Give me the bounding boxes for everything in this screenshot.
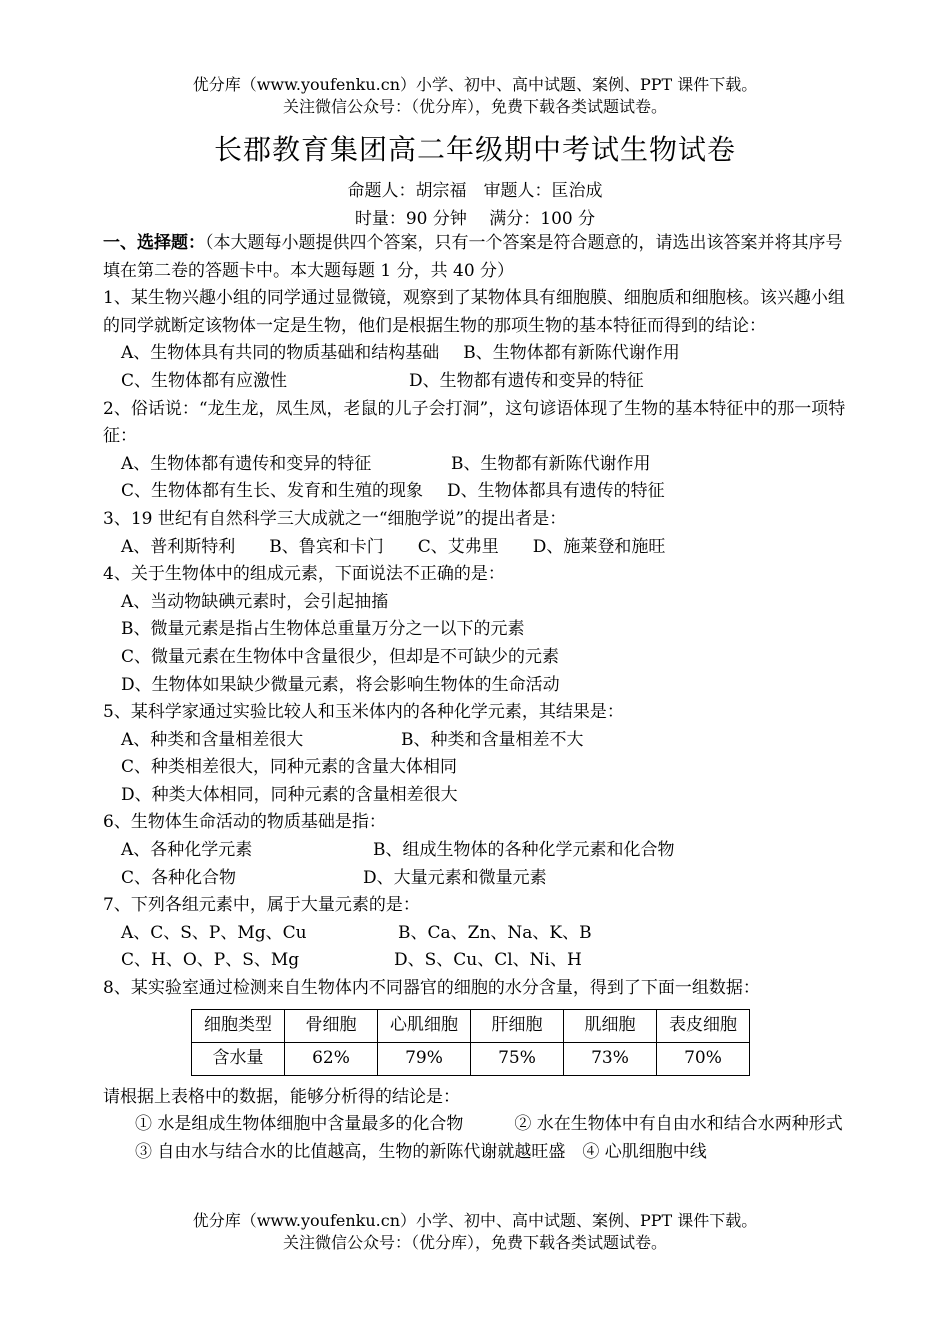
- question-4-stem: 4、关于生物体中的组成元素，下面说法不正确的是：: [103, 564, 505, 585]
- option-b: B、Ca、Zn、Na、K、B: [398, 922, 592, 943]
- table-cell: 75%: [471, 1042, 564, 1075]
- question-7-options-cd: [103, 947, 851, 975]
- statement-2: ② 水在生物体中有自由水和结合水两种形式: [514, 1114, 843, 1135]
- header-line-1: 优分库（www.youfenku.cn）小学、初中、高中试题、案例、PPT 课件下载。: [192, 75, 758, 94]
- question-8-prompt: 请根据上表格中的数据，能够分析得的结论是：: [103, 1086, 460, 1107]
- exam-title: 长郡教育集团高二年级期中考试生物试卷: [213, 133, 736, 166]
- question-2-options-ab: [103, 451, 851, 479]
- question-1-options-cd: [103, 368, 851, 396]
- option-c: C、艾弗里: [417, 536, 499, 557]
- footer-line-2: 关注微信公众号：（优分库），免费下载各类试题试卷。: [282, 1233, 667, 1252]
- table-header-row: [192, 1009, 750, 1042]
- option-b: B、生物都有新陈代谢作用: [451, 453, 651, 474]
- exam-time-score: 时量：90 分钟 满分：100 分: [354, 209, 596, 229]
- option-b: B、微量元素是指占生物体总重量万分之一以下的元素: [121, 619, 525, 640]
- option-d: D、生物都有遗传和变异的特征: [409, 370, 644, 391]
- option-c: C、微量元素在生物体中含量很少，但却是不可缺少的元素: [121, 646, 560, 667]
- footer-ad: [0, 1210, 950, 1254]
- header-ad: [0, 74, 950, 118]
- table-cell: 79%: [378, 1042, 471, 1075]
- question-8-statements: [103, 1111, 851, 1166]
- question-2-stem: 2、俗话说：“龙生龙，凤生凤，老鼠的儿子会打洞”，这句谚语体现了生物的基本特征中的那一项特征：: [103, 398, 846, 447]
- question-6-options-cd: [103, 865, 851, 893]
- option-d: D、S、Cu、Cl、Ni、H: [394, 950, 582, 971]
- option-b: B、组成生物体的各种化学元素和化合物: [373, 840, 675, 861]
- statement-1: ① 水是组成生物体细胞中含量最多的化合物: [135, 1114, 464, 1135]
- option-c: C、生物体都有应激性: [121, 370, 288, 391]
- table-cell: 肝细胞: [471, 1009, 564, 1042]
- footer-line-1: 优分库（www.youfenku.cn）小学、初中、高中试题、案例、PPT 课件下载。: [192, 1211, 758, 1230]
- section-1-heading: [103, 230, 851, 285]
- section-1-label: 一、选择题：: [103, 233, 205, 253]
- question-5-options-ab: [103, 727, 851, 755]
- option-c: C、H、O、P、S、Mg: [121, 950, 300, 971]
- option-a: A、生物体具有共同的物质基础和结构基础: [121, 343, 440, 364]
- question-8-stem: 8、某实验室通过检测来自生物体内不同器官的细胞的水分含量，得到了下面一组数据：: [103, 978, 760, 999]
- table-cell: 骨细胞: [285, 1009, 378, 1042]
- header-line-2: 关注微信公众号：（优分库），免费下载各类试题试卷。: [282, 97, 667, 116]
- option-a: A、各种化学元素: [121, 840, 253, 861]
- statement-3: ③ 自由水与结合水的比值越高，生物的新陈代谢就越旺盛: [135, 1141, 566, 1162]
- table-cell: 含水量: [192, 1042, 285, 1075]
- option-d: D、种类大体相同，同种元素的含量相差很大: [121, 784, 458, 805]
- option-c: C、种类相差很大，同种元素的含量大体相同: [121, 757, 458, 778]
- question-6-options-ab: [103, 837, 851, 865]
- exam-authors: 命题人：胡宗福 审题人：匡治成: [347, 181, 603, 201]
- question-2-options-cd: [103, 478, 851, 506]
- table-cell: 73%: [564, 1042, 657, 1075]
- table-cell: 62%: [285, 1042, 378, 1075]
- question-5-stem: 5、某科学家通过实验比较人和玉米体内的各种化学元素，其结果是：: [103, 702, 624, 723]
- option-a: A、普利斯特利: [121, 536, 236, 557]
- table-cell: 70%: [657, 1042, 750, 1075]
- option-a: A、生物体都有遗传和变异的特征: [121, 453, 372, 474]
- section-1-description: （本大题每小题提供四个答案，只有一个答案是符合题意的，请选出该答案并将其序号填在第二卷的答题卡中。本大题每题 1 分，共 40 分）: [103, 233, 843, 281]
- option-b: B、生物体都有新陈代谢作用: [463, 343, 680, 364]
- question-7-options-ab: [103, 920, 851, 948]
- table-cell: 心肌细胞: [378, 1009, 471, 1042]
- exam-content: [103, 230, 851, 1166]
- option-b: B、鲁宾和卡门: [269, 536, 384, 557]
- table-cell: 细胞类型: [192, 1009, 285, 1042]
- option-c: C、生物体都有生长、发育和生殖的现象: [121, 481, 424, 502]
- question-3-options: [103, 534, 851, 562]
- option-a: A、C、S、P、Mg、Cu: [121, 922, 307, 943]
- option-d: D、施莱登和施旺: [532, 536, 666, 557]
- statement-4: ④ 心肌细胞中线: [582, 1141, 707, 1162]
- question-1-stem: 1、某生物兴趣小组的同学通过显微镜，观察到了某物体具有细胞膜、细胞质和细胞核。该兴趣小组的同学就断定该物体一定是生物，他们是根据生物的那项生物的基本特征而得到的结论：: [103, 288, 845, 336]
- option-a: A、种类和含量相差很大: [121, 729, 304, 750]
- option-a: A、当动物缺碘元素时，会引起抽搐: [121, 591, 389, 612]
- question-7-stem: 7、下列各组元素中，属于大量元素的是：: [103, 895, 420, 916]
- question-6-stem: 6、生物体生命活动的物质基础是指：: [103, 812, 386, 833]
- water-content-table: [191, 1009, 750, 1076]
- table-cell: 肌细胞: [564, 1009, 657, 1042]
- table-cell: 表皮细胞: [657, 1009, 750, 1042]
- option-b: B、种类和含量相差不大: [401, 729, 584, 750]
- option-d: D、大量元素和微量元素: [363, 867, 547, 888]
- option-d: D、生物体都具有遗传的特征: [447, 481, 665, 502]
- option-d: D、生物体如果缺少微量元素，将会影响生物体的生命活动: [121, 674, 560, 695]
- question-3-stem: 3、19 世纪有自然科学三大成就之一“细胞学说”的提出者是：: [103, 508, 567, 529]
- question-1-options-ab: [103, 340, 851, 368]
- table-row: [192, 1042, 750, 1075]
- option-c: C、各种化合物: [121, 867, 237, 888]
